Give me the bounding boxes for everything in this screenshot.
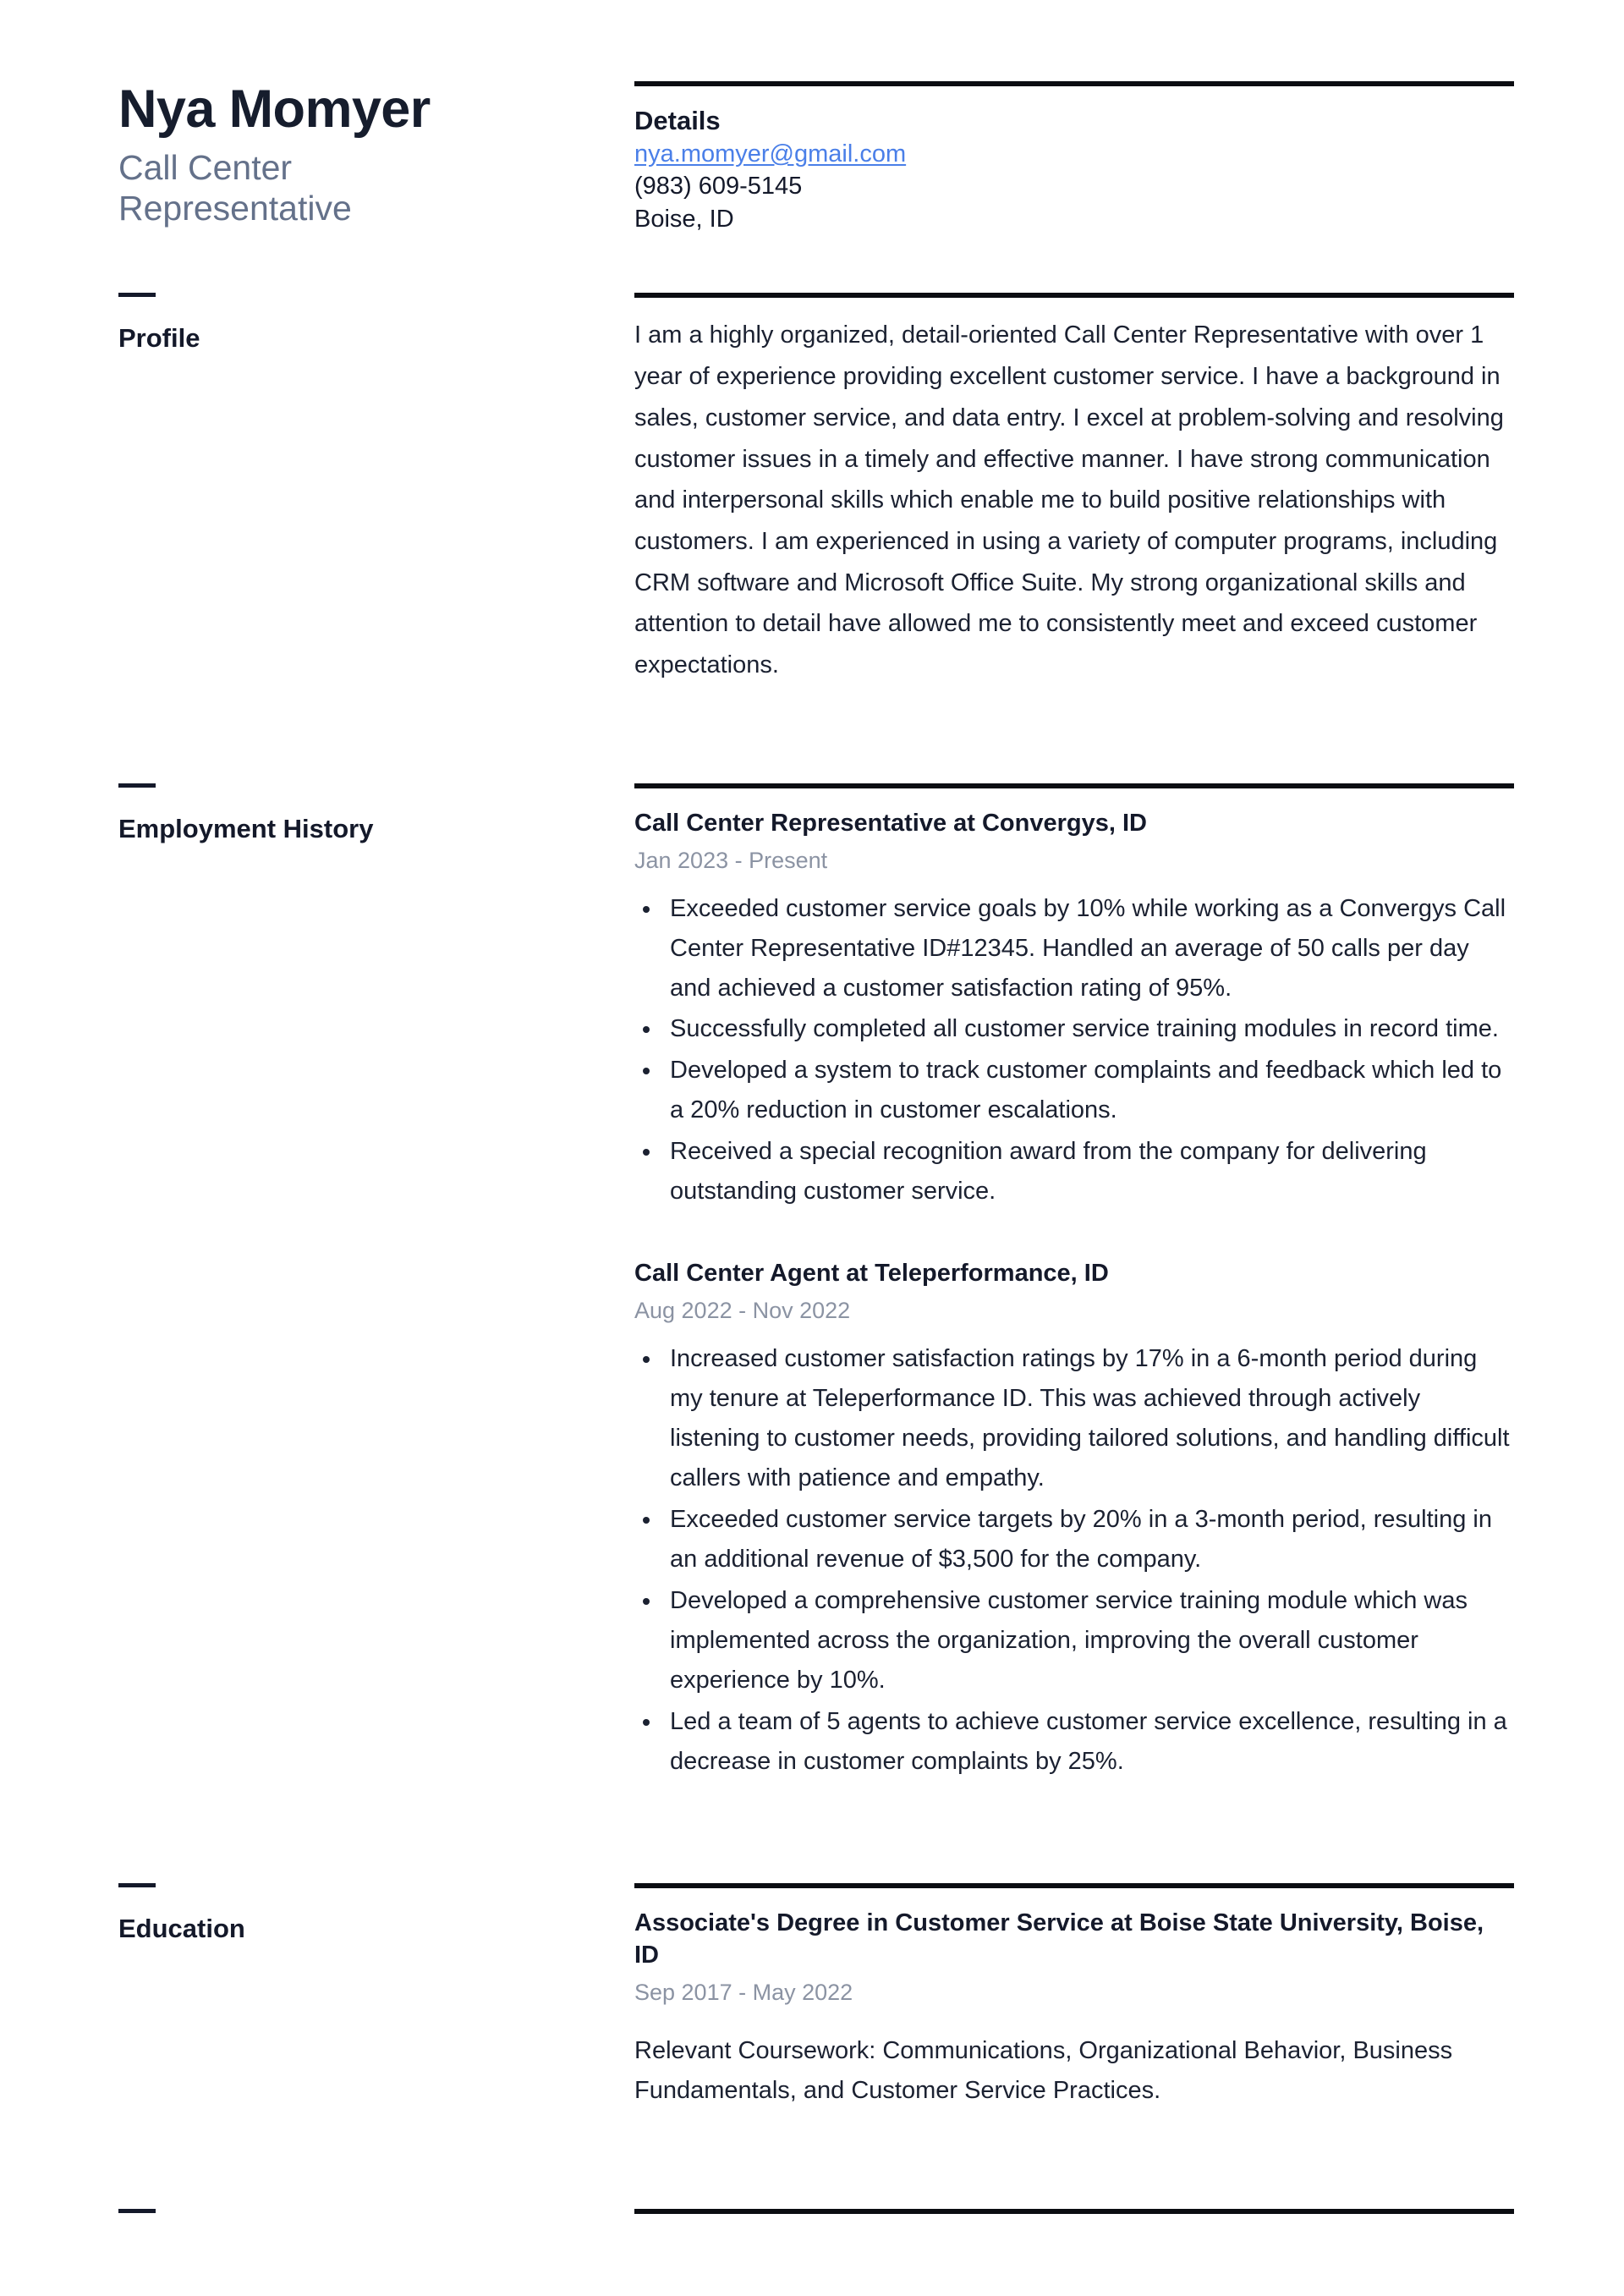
employment-content <box>634 783 1514 1783</box>
education-label-col <box>118 1883 634 1944</box>
profile-content <box>634 293 1514 685</box>
list-item: Increased customer satisfaction ratings by 17% in a 6-month period during my tenure at Teleperformance ID. This was achieved through actively listening to customer needs, providing tailored solutions, and handling difficult callers with patience and empathy. <box>634 1339 1514 1498</box>
detail-phone: (983) 609-5145 <box>634 173 803 200</box>
section-label-employment: Employment History <box>118 813 374 843</box>
list-item: Led a team of 5 agents to achieve customer service excellence, resulting in a decrease in customer complaints by 25%. <box>634 1702 1514 1782</box>
section-profile <box>0 293 1624 685</box>
section-dash-icon <box>118 293 156 297</box>
list-item: Developed a comprehensive customer service training module which was implemented across the organization, improving the overall customer experience by 10%. <box>634 1581 1514 1700</box>
section-dash-icon <box>118 1883 156 1887</box>
section-employment <box>0 783 1624 1783</box>
section-label-education: Education <box>118 1913 245 1943</box>
employment-entry <box>634 1257 1514 1781</box>
employment-entry-bullets <box>634 889 1514 1212</box>
employment-entry-title: Call Center Representative at Convergys, ID <box>634 809 1147 837</box>
employment-label-col <box>118 783 634 844</box>
detail-email-row <box>634 138 1514 171</box>
section-dash-icon <box>118 783 156 788</box>
education-entry-date: Sep 2017 - May 2022 <box>634 1980 853 2006</box>
list-item: Exceeded customer service goals by 10% while working as a Convergys Call Center Representative ID#12345. Handled an average of 50 calls per day and achieved a customer satisfaction rating of 95%. <box>634 889 1514 1008</box>
candidate-job-title: Call Center Representative <box>118 148 352 228</box>
resume-header <box>0 0 1624 235</box>
list-item: Received a special recognition award from the company for delivering outstanding customer service. <box>634 1132 1514 1211</box>
email-link[interactable]: nya.momyer@gmail.com <box>634 140 907 168</box>
employment-entry <box>634 807 1514 1211</box>
list-item: Exceeded customer service targets by 20% in a 3-month period, resulting in an additional revenue of $3,500 for the company. <box>634 1500 1514 1579</box>
details-column <box>634 81 1514 235</box>
education-entry-title: Associate's Degree in Customer Service at Boise State University, Boise, ID <box>634 1909 1484 1969</box>
section-next-truncated <box>0 2209 1624 2238</box>
next-divider <box>634 2209 1514 2214</box>
section-dash-icon <box>118 2209 156 2213</box>
education-entry <box>634 1907 1514 2111</box>
education-content <box>634 1883 1514 2111</box>
employment-entry-date: Jan 2023 - Present <box>634 847 828 873</box>
section-education <box>0 1883 1624 2111</box>
employment-entry-date: Aug 2022 - Nov 2022 <box>634 1298 851 1324</box>
education-entry-coursework: Relevant Coursework: Communications, Organizational Behavior, Business Fundamentals, and Customer Service Practices. <box>634 2037 1453 2105</box>
identity-block <box>118 81 634 229</box>
details-heading: Details <box>634 106 721 135</box>
profile-summary-text: I am a highly organized, detail-oriented Call Center Representative with over 1 year of experience providing excellent customer service. I have a background in sales, customer service, and data entry. I excel at problem-solving and resolving customer issues in a timely and effective manner. I have strong communication and interpersonal skills which enable me to build positive relationships with customers. I am experienced in using a variety of computer programs, including CRM software and Microsoft Office Suite. My strong organizational skills and attention to detail have allowed me to consistently meet and exceed customer expectations. <box>634 321 1504 679</box>
next-label-col <box>118 2209 634 2238</box>
list-item: Developed a system to track customer complaints and feedback which led to a 20% reduction in customer escalations. <box>634 1051 1514 1130</box>
list-item: Successfully completed all customer service training modules in record time. <box>634 1009 1514 1049</box>
details-divider <box>634 81 1514 86</box>
profile-label-col <box>118 293 634 354</box>
employment-entry-title: Call Center Agent at Teleperformance, ID <box>634 1260 1109 1288</box>
section-label-profile: Profile <box>118 323 200 354</box>
candidate-name: Nya Momyer <box>118 80 431 139</box>
employment-entry-bullets <box>634 1339 1514 1782</box>
detail-location: Boise, ID <box>634 205 734 233</box>
next-content <box>634 2209 1514 2214</box>
profile-divider <box>634 293 1514 298</box>
